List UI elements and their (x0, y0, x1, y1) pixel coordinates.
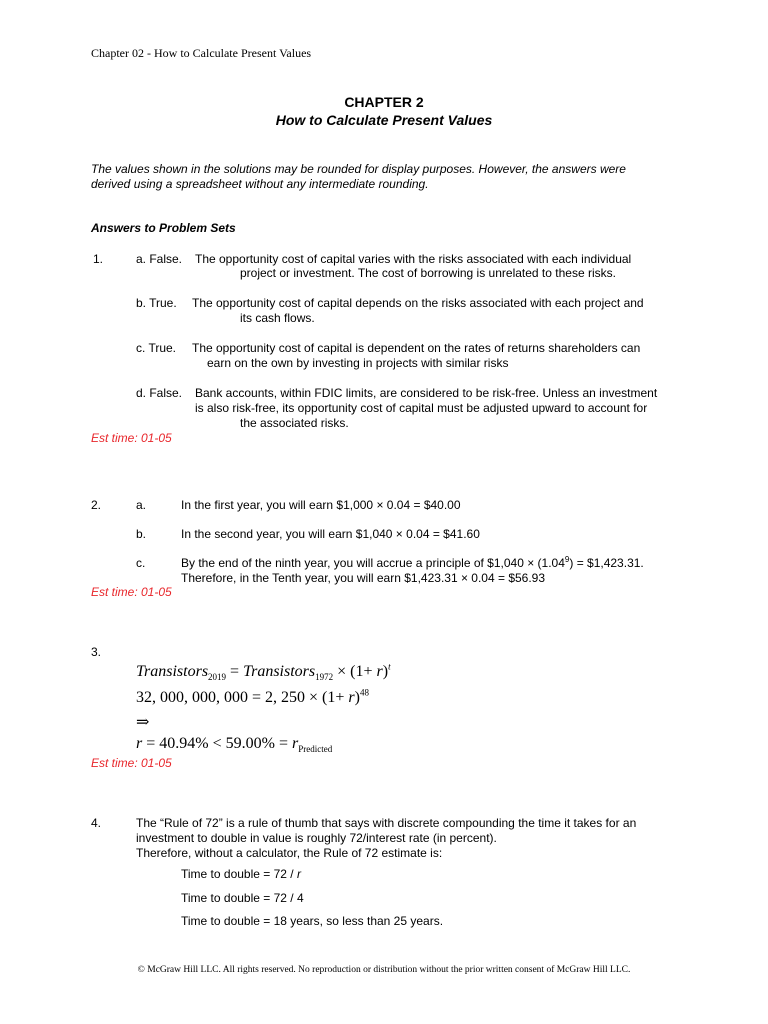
answer-text: The opportunity cost of capital varies with the risks associated with each individual (195, 252, 632, 266)
answer-text: The “Rule of 72” is a rule of thumb that says with discrete compounding the time it takes for an (136, 816, 637, 830)
chapter-title: How to Calculate Present Values (275, 112, 493, 128)
answer-text: Therefore, without a calculator, the Rule of 72 estimate is: (136, 846, 443, 860)
equation-1: Transistors$_{2019}$ = Transistors$_{1972}$ × $(1+ r)^t$ (136, 661, 391, 683)
section-title: Answers to Problem Sets (91, 221, 236, 235)
answer-text: investment to double in value is roughly 72/interest rate (in percent). (136, 831, 497, 845)
answer-label: c. (136, 556, 146, 570)
answer-text: In the first year, you will earn $1,000 × 0.04 = $40.00 (181, 498, 461, 512)
answer-label: c. True. (136, 341, 177, 355)
est-time: Est time: 01-05 (91, 585, 172, 599)
answer-text: The opportunity cost of capital is dependent on the rates of returns shareholders can (192, 341, 641, 355)
answer-text: project or investment. The cost of borrowing is unrelated to these risks. (240, 266, 616, 280)
answer-text: Bank accounts, within FDIC limits, are considered to be risk-free. Unless an investment (195, 386, 658, 400)
est-time: Est time: 01-05 (91, 431, 172, 445)
answer-label: a. False. (136, 252, 183, 266)
answer-text: the associated risks. (240, 416, 349, 430)
problem-number: 4. (91, 816, 102, 830)
intro-line-2: derived using a spreadsheet without any intermediate rounding. (91, 177, 429, 191)
answer-text: earn on the own by investing in projects with similar risks (207, 356, 509, 370)
intro-line-1: The values shown in the solutions may be rounded for display purposes. However, the answers were (91, 162, 626, 176)
answer-label: b. True. (136, 296, 177, 310)
answer-label: b. (136, 527, 147, 541)
problem-number: 1. (93, 252, 104, 266)
step-1: Time to double = 72 / r (181, 867, 301, 881)
answer-text: its cash flows. (240, 311, 315, 325)
problem-number: 3. (91, 645, 102, 659)
chapter-number: CHAPTER 2 (344, 94, 424, 110)
answer-label: d. False. (136, 386, 183, 400)
copyright-footer: © McGraw Hill LLC. All rights reserved. No reproduction or distribution without the prior written consent of McGraw Hill LLC. (137, 965, 631, 975)
problem-number: 2. (91, 498, 102, 512)
answer-label: a. (136, 498, 147, 512)
step-3: Time to double = 18 years, so less than 25 years. (181, 914, 444, 928)
answer-text: Therefore, in the Tenth year, you will earn $1,423.31 × 0.04 = $56.93 (181, 571, 546, 585)
equation-2: 32, 000, 000, 000 = 2, $250 \times (1+ r)^{48}$ (136, 687, 369, 706)
running-header: Chapter 02 - How to Calculate Present Values (91, 46, 312, 60)
answer-text: is also risk-free, its opportunity cost of capital must be adjusted upward to account for (195, 401, 648, 415)
equation-result: $r = 40.94\% < 59.00\% = r_{Predicted}$ (136, 735, 333, 755)
answer-text: By the end of the ninth year, you will accrue a principle of $1,040 × $(1.04^9)$ = $1,423.31. (181, 555, 644, 570)
answer-text: In the second year, you will earn $1,040 × 0.04 = $41.60 (181, 527, 480, 541)
est-time: Est time: 01-05 (91, 756, 172, 770)
equation-implies: ⇒ (136, 714, 150, 731)
answer-text: The opportunity cost of capital depends on the risks associated with each project and (192, 296, 644, 310)
step-2: Time to double = 72 / 4 (181, 891, 304, 905)
